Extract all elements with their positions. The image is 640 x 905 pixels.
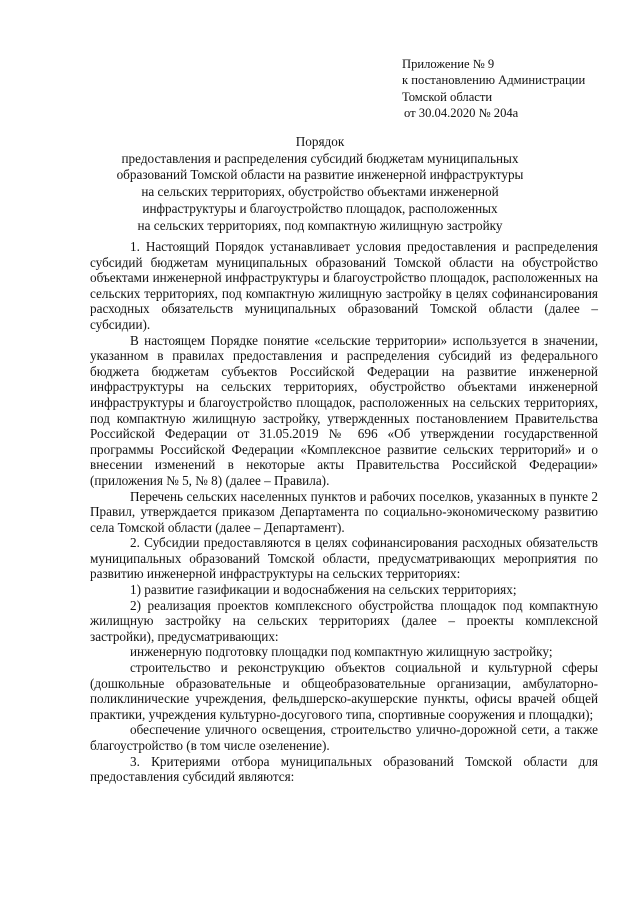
paragraph: строительство и реконструкцию объектов социальной и культурной сферы (дошкольные образовательные и общеобразовательные организации, амбулаторно-поликлинические учреждения, фельдшерско-акушерские пункты, офисы врачей общей практики, учреждения культурно-досугового типа, спортивные сооружения и площадки); xyxy=(90,660,598,722)
title-heading: Порядок xyxy=(295,134,345,149)
title-line: на сельских территориях, под компактную жилищную застройку xyxy=(137,217,503,233)
paragraph: Перечень сельских населенных пунктов и рабочих поселков, указанных в пункте 2 Правил, утверждается приказом Департамента по социально-экономическому развитию села Томской области (далее – Департамент). xyxy=(90,488,598,535)
document-body xyxy=(90,239,598,785)
appendix-resolution: к постановлению Администрации xyxy=(402,73,586,88)
appendix-note xyxy=(402,56,632,121)
paragraph: 1. Настоящий Порядок устанавливает условия предоставления и распределения субсидий бюджетам муниципальных образований Томской области на обустройство объектами инженерной инфраструктуры и благоустройство площадок, расположенных на сельских территориях, под компактную жилищную застройку в целях софинансирования расходных обязательств муниципальных образований Томской области (далее – субсидии). xyxy=(90,239,598,332)
paragraph: 3. Критериями отбора муниципальных образований Томской области для предоставления субсидий являются: xyxy=(90,753,598,785)
appendix-region: Томской области xyxy=(402,89,493,104)
title-line: инфраструктуры и благоустройство площадок, расположенных xyxy=(142,200,498,216)
paragraph: инженерную подготовку площадки под компактную жилищную застройку; xyxy=(130,644,553,660)
title-line: на сельских территориях, обустройство объектами инженерной xyxy=(141,184,499,200)
paragraph: 2) реализация проектов комплексного обустройства площадок под компактную жилищную застройку на сельских территориях (далее – проекты комплексной застройки), предусматривающих: xyxy=(90,597,598,644)
title-line: образований Томской области на развитие инженерной инфраструктуры xyxy=(116,167,524,183)
title-line: предоставления и распределения субсидий бюджетам муниципальных xyxy=(121,150,519,166)
appendix-number: Приложение № 9 xyxy=(402,57,495,71)
paragraph: 2. Субсидии предоставляются в целях софинансирования расходных обязательств муниципальных образований Томской области, предусматривающих мероприятия по развитию инженерной инфраструктуры на сельских территориях: xyxy=(90,535,598,582)
document-title xyxy=(90,134,550,234)
paragraph: В настоящем Порядке понятие «сельские территории» используется в значении, указанном в правилах предоставления и распределения субсидий из федерального бюджета бюджетам субъектов Российской Федерации на развитие инженерной инфраструктуры на сельских территориях, обустройство объектами инженерной инфраструктуры и благоустройство площадок, расположенных на сельских территориях, под компактную жилищную застройку, утвержденных постановлением Правительства Российской Федерации от 31.05.2019 № 696 «Об утверждении государственной программы Российской Федерации «Комплексное развитие сельских территорий» и о внесении изменений в некоторые акты Правительства Российской Федерации» (приложения № 5, № 8) (далее – Правила). xyxy=(90,332,598,488)
appendix-date: от 30.04.2020 № 204а xyxy=(404,105,519,120)
paragraph: 1) развитие газификации и водоснабжения на сельских территориях; xyxy=(130,582,517,598)
paragraph: обеспечение уличного освещения, строительство улично-дорожной сети, а также благоустройство (в том числе озеленение). xyxy=(90,722,598,753)
